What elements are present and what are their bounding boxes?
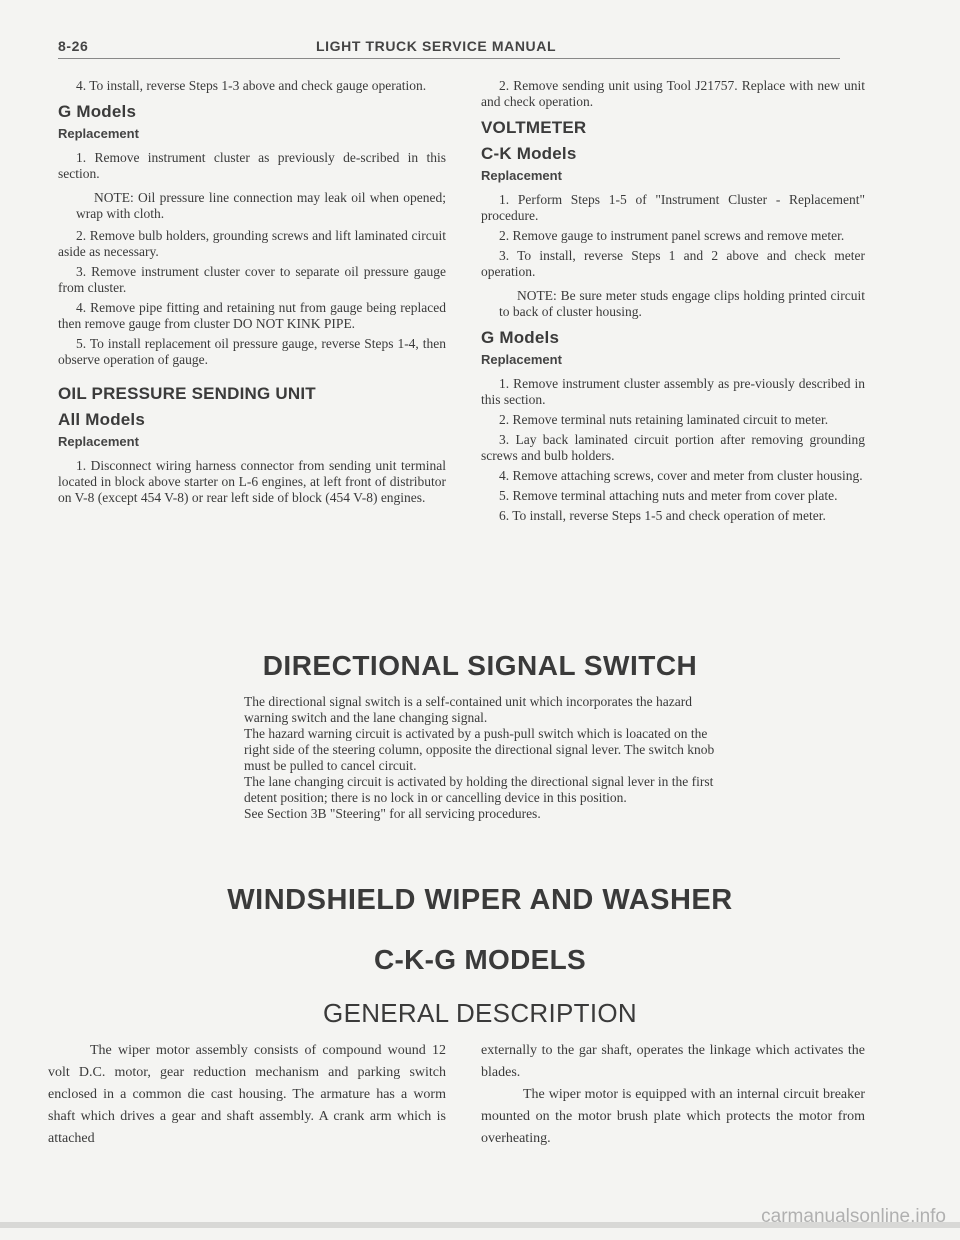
ckg-models-heading: C-K-G MODELS: [373, 944, 587, 975]
right-column: [481, 78, 865, 528]
dss-paragraph-4: See Section 3B "Steering" for all servicing procedures.: [244, 806, 541, 821]
oil-sending-unit-heading: OIL PRESSURE SENDING UNIT: [58, 384, 316, 403]
oil-line-note: NOTE: Oil pressure line connection may leak oil when opened; wrap with cloth.: [76, 190, 446, 221]
dss-paragraph-3: The lane changing circuit is activated by holding the directional signal lever in the first detent position; there is no lock in or cancelling device in this position.: [244, 774, 714, 805]
vg-step-5: 5. Remove terminal attaching nuts and meter from cover plate.: [499, 488, 838, 503]
all-step-1: 1. Disconnect wiring harness connector from sending unit terminal located in block above starter on L-6 engines, at left front of distributor on V-8 (except 454 V-8) or rear left side of block (454 V-8) engines.: [58, 458, 446, 505]
wiper-description-left: [48, 1040, 446, 1150]
general-description-heading: GENERAL DESCRIPTION: [323, 998, 637, 1028]
replacement-subheading: Replacement: [481, 168, 562, 183]
g-step-5: 5. To install replacement oil pressure gauge, reverse Steps 1-4, then observe operation of gauge.: [58, 336, 446, 367]
wiper-linkage-paragraph: externally to the gar shaft, operates the linkage which activates the blades.: [481, 1043, 865, 1080]
header-rule: [58, 58, 840, 59]
g-step-1: 1. Remove instrument cluster as previously de-scribed in this section.: [58, 150, 446, 181]
install-step: 4. To install, reverse Steps 1-3 above and check gauge operation.: [76, 78, 427, 93]
g-step-2: 2. Remove bulb holders, grounding screws and lift laminated circuit aside as necessary.: [58, 228, 446, 259]
ck-step-1: 1. Perform Steps 1-5 of "Instrument Cluster - Replacement" procedure.: [481, 192, 865, 223]
vg-step-3: 3. Lay back laminated circuit portion after removing grounding screws and bulb holders.: [481, 432, 865, 463]
replacement-subheading: Replacement: [58, 126, 139, 141]
g-models-heading: G Models: [481, 328, 560, 347]
g-step-4: 4. Remove pipe fitting and retaining nut from gauge being replaced then remove gauge from cluster DO NOT KINK PIPE.: [58, 300, 446, 331]
page-header: [58, 34, 838, 60]
wiper-description-right: [481, 1040, 865, 1150]
meter-studs-note: NOTE: Be sure meter studs engage clips holding printed circuit to back of cluster housing.: [499, 288, 865, 319]
directional-signal-switch-body: [244, 694, 716, 822]
ck-models-heading: C-K Models: [481, 144, 577, 163]
dss-paragraph-2: The hazard warning circuit is activated by a push-pull switch which is loacated on the right side of the steering column, opposite the directional signal lever. The switch knob must be pulled to cancel circuit.: [244, 726, 715, 773]
all-models-heading: All Models: [58, 410, 146, 429]
vg-step-6: 6. To install, reverse Steps 1-5 and check operation of meter.: [499, 508, 826, 523]
wiper-motor-paragraph: The wiper motor assembly consists of compound wound 12 volt D.C. motor, gear reduction mechanism and parking switch enclosed in a common die cast housing. The armature has a worm shaft which drives a gear and shaft assembly. A crank arm which is attached: [48, 1043, 446, 1146]
page-number: 8-26: [58, 38, 89, 54]
windshield-wiper-heading: WINDSHIELD WIPER AND WASHER: [227, 884, 733, 916]
ck-step-3: 3. To install, reverse Steps 1 and 2 above and check meter operation.: [481, 248, 865, 279]
replacement-subheading: Replacement: [481, 352, 562, 367]
vg-step-2: 2. Remove terminal nuts retaining laminated circuit to meter.: [499, 412, 829, 427]
ck-step-2: 2. Remove gauge to instrument panel screws and remove meter.: [499, 228, 845, 243]
watermark: carmanualsonline.info: [761, 1206, 946, 1227]
vg-step-1: 1. Remove instrument cluster assembly as pre-viously described in this section.: [481, 376, 865, 407]
left-column: [58, 78, 446, 510]
g-models-heading: G Models: [58, 102, 137, 121]
voltmeter-heading: VOLTMETER: [481, 118, 587, 137]
manual-title: LIGHT TRUCK SERVICE MANUAL: [316, 38, 557, 54]
g-step-3: 3. Remove instrument cluster cover to separate oil pressure gauge from cluster.: [58, 264, 446, 295]
vg-step-4: 4. Remove attaching screws, cover and meter from cluster housing.: [499, 468, 863, 483]
replacement-subheading: Replacement: [58, 434, 139, 449]
remove-sending-unit-step: 2. Remove sending unit using Tool J21757. Replace with new unit and check operation.: [481, 78, 865, 109]
dss-paragraph-1: The directional signal switch is a self-contained unit which incorporates the hazard warning switch and the lane changing signal.: [244, 694, 692, 725]
directional-signal-switch-heading: DIRECTIONAL SIGNAL SWITCH: [262, 650, 698, 681]
wiper-breaker-paragraph: The wiper motor is equipped with an internal circuit breaker mounted on the motor brush plate which protects the motor from overheating.: [481, 1087, 865, 1146]
